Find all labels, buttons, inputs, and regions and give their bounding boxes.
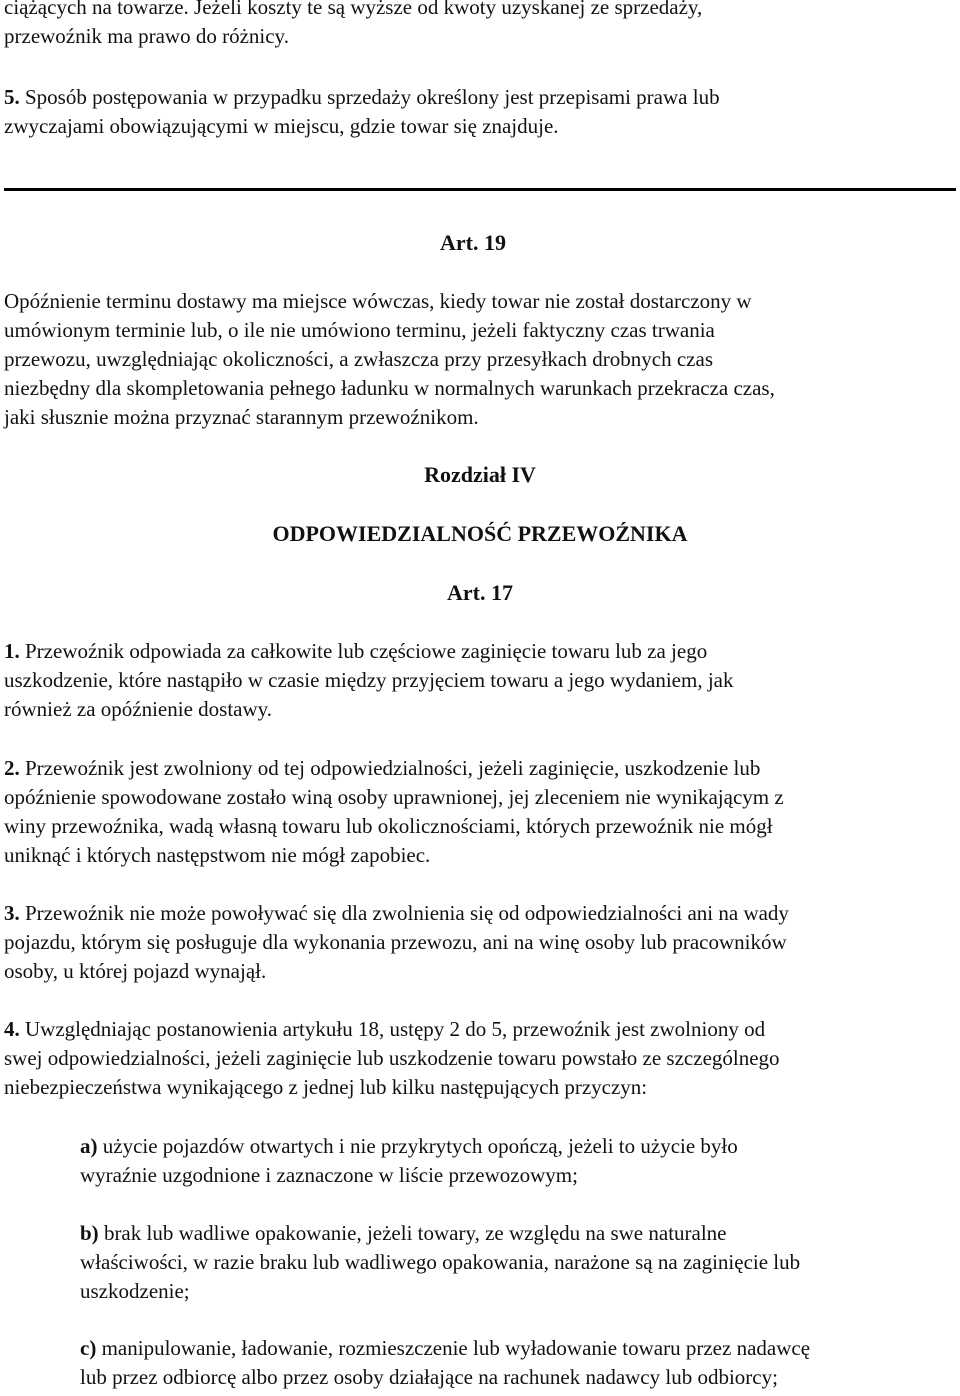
text-line: niezbędny dla skompletowania pełnego ładunku w normalnych warunkach przekracza czas, <box>4 376 775 400</box>
article-17-paragraph-1 <box>4 637 944 724</box>
text-line <box>80 1132 956 1161</box>
text-line: zwyczajami obowiązującymi w miejscu, gdzie towar się znajduje. <box>4 114 559 138</box>
list-marker: a) <box>80 1134 98 1158</box>
text: brak lub wadliwe opakowanie, jeżeli towary, ze względu na swe naturalne <box>98 1221 727 1245</box>
paragraph-number: 3. <box>4 901 20 925</box>
text-line: ciążących na towarze. Jeżeli koszty te są wyższe od kwoty uzyskanej ze sprzedaży, <box>4 0 703 19</box>
paragraph-number: 5. <box>4 85 20 109</box>
text-line: właściwości, w razie braku lub wadliwego opakowania, narażone są na zaginięcie lub <box>80 1250 801 1274</box>
text-line: lub przez odbiorcę albo przez osoby działające na rachunek nadawcy lub odbiorcy; <box>80 1365 778 1389</box>
text: Przewoźnik odpowiada za całkowite lub częściowe zaginięcie towaru lub za jego <box>19 639 708 663</box>
text: manipulowanie, ładowanie, rozmieszczenie lub wyładowanie towaru przez nadawcę <box>96 1336 811 1360</box>
text-line: przewoźnik ma prawo do różnicy. <box>4 24 289 48</box>
chapter-title: Rozdział IV <box>424 462 536 487</box>
article-17-paragraph-3 <box>4 899 944 986</box>
text: Przewoźnik jest zwolniony od tej odpowiedzialności, jeżeli zaginięcie, uszkodzenie lub <box>19 756 761 780</box>
text-line: uszkodzenie; <box>80 1279 190 1303</box>
text-line: pojazdu, którym się posługuje dla wykonania przewozu, ani na winę osoby lub pracowników <box>4 930 787 954</box>
text-line: niebezpieczeństwa wynikającego z jednej lub kilku następujących przyczyn: <box>4 1075 648 1099</box>
article-19-title: Art. 19 <box>440 230 506 255</box>
text-line: swej odpowiedzialności, jeżeli zaginięcie lub uszkodzenie towaru powstało ze szczególnego <box>4 1046 780 1070</box>
article-19-paragraph <box>4 287 944 432</box>
chapter-subtitle: ODPOWIEDZIALNOŚĆ PRZEWOŹNIKA <box>272 521 688 546</box>
list-item-a <box>80 1132 956 1190</box>
text-line <box>4 754 944 783</box>
text-line <box>4 899 944 928</box>
text-line: przewozu, uwzględniając okoliczności, a zwłaszcza przy przesyłkach drobnych czas <box>4 347 713 371</box>
text-line: opóźnienie spowodowane zostało winą osoby uprawnionej, jej zleceniem nie wynikającym z <box>4 785 784 809</box>
article-17-title: Art. 17 <box>447 580 513 605</box>
text-line: uniknąć i których następstwom nie mógł zapobiec. <box>4 843 431 867</box>
text-line <box>4 637 944 666</box>
paragraph-5 <box>4 83 944 141</box>
text-line: wyraźnie uzgodnione i zaznaczone w liście przewozowym; <box>80 1163 578 1187</box>
paragraph-number: 4. <box>4 1017 20 1041</box>
text-line <box>4 83 944 112</box>
text-line <box>4 1015 944 1044</box>
paragraph-number: 1. <box>4 639 20 663</box>
paragraph-number: 2. <box>4 756 20 780</box>
article-17-paragraph-2 <box>4 754 944 870</box>
article-17-paragraph-4 <box>4 1015 944 1102</box>
text-line <box>80 1334 956 1363</box>
text: użycie pojazdów otwartych i nie przykrytych opończą, jeżeli to użycie było <box>97 1134 738 1158</box>
text: Przewoźnik nie może powoływać się dla zwolnienia się od odpowiedzialności ani na wady <box>19 901 789 925</box>
text-line: umówionym terminie lub, o ile nie umówiono terminu, jeżeli faktyczny czas trwania <box>4 318 715 342</box>
text-line: uszkodzenie, które nastąpiło w czasie między przyjęciem towaru a jego wydaniem, jak <box>4 668 734 692</box>
text-line: jaki słusznie można przyznać starannym przewoźnikom. <box>4 405 479 429</box>
list-item-c <box>80 1334 956 1392</box>
section-divider <box>4 188 956 191</box>
text-line: winy przewoźnika, wadą własną towaru lub okolicznościami, których przewoźnik nie mógł <box>4 814 773 838</box>
text-line <box>80 1219 956 1248</box>
text: Sposób postępowania w przypadku sprzedaży określony jest przepisami prawa lub <box>19 85 720 109</box>
text-line: osoby, u której pojazd wynajął. <box>4 959 267 983</box>
intro-paragraph <box>4 0 944 51</box>
text: Uwzględniając postanowienia artykułu 18, ustępy 2 do 5, przewoźnik jest zwolniony od <box>19 1017 766 1041</box>
list-marker: c) <box>80 1336 97 1360</box>
text-line: również za opóźnienie dostawy. <box>4 697 273 721</box>
list-item-b <box>80 1219 956 1306</box>
list-marker: b) <box>80 1221 99 1245</box>
text-line: Opóźnienie terminu dostawy ma miejsce wówczas, kiedy towar nie został dostarczony w <box>4 289 752 313</box>
